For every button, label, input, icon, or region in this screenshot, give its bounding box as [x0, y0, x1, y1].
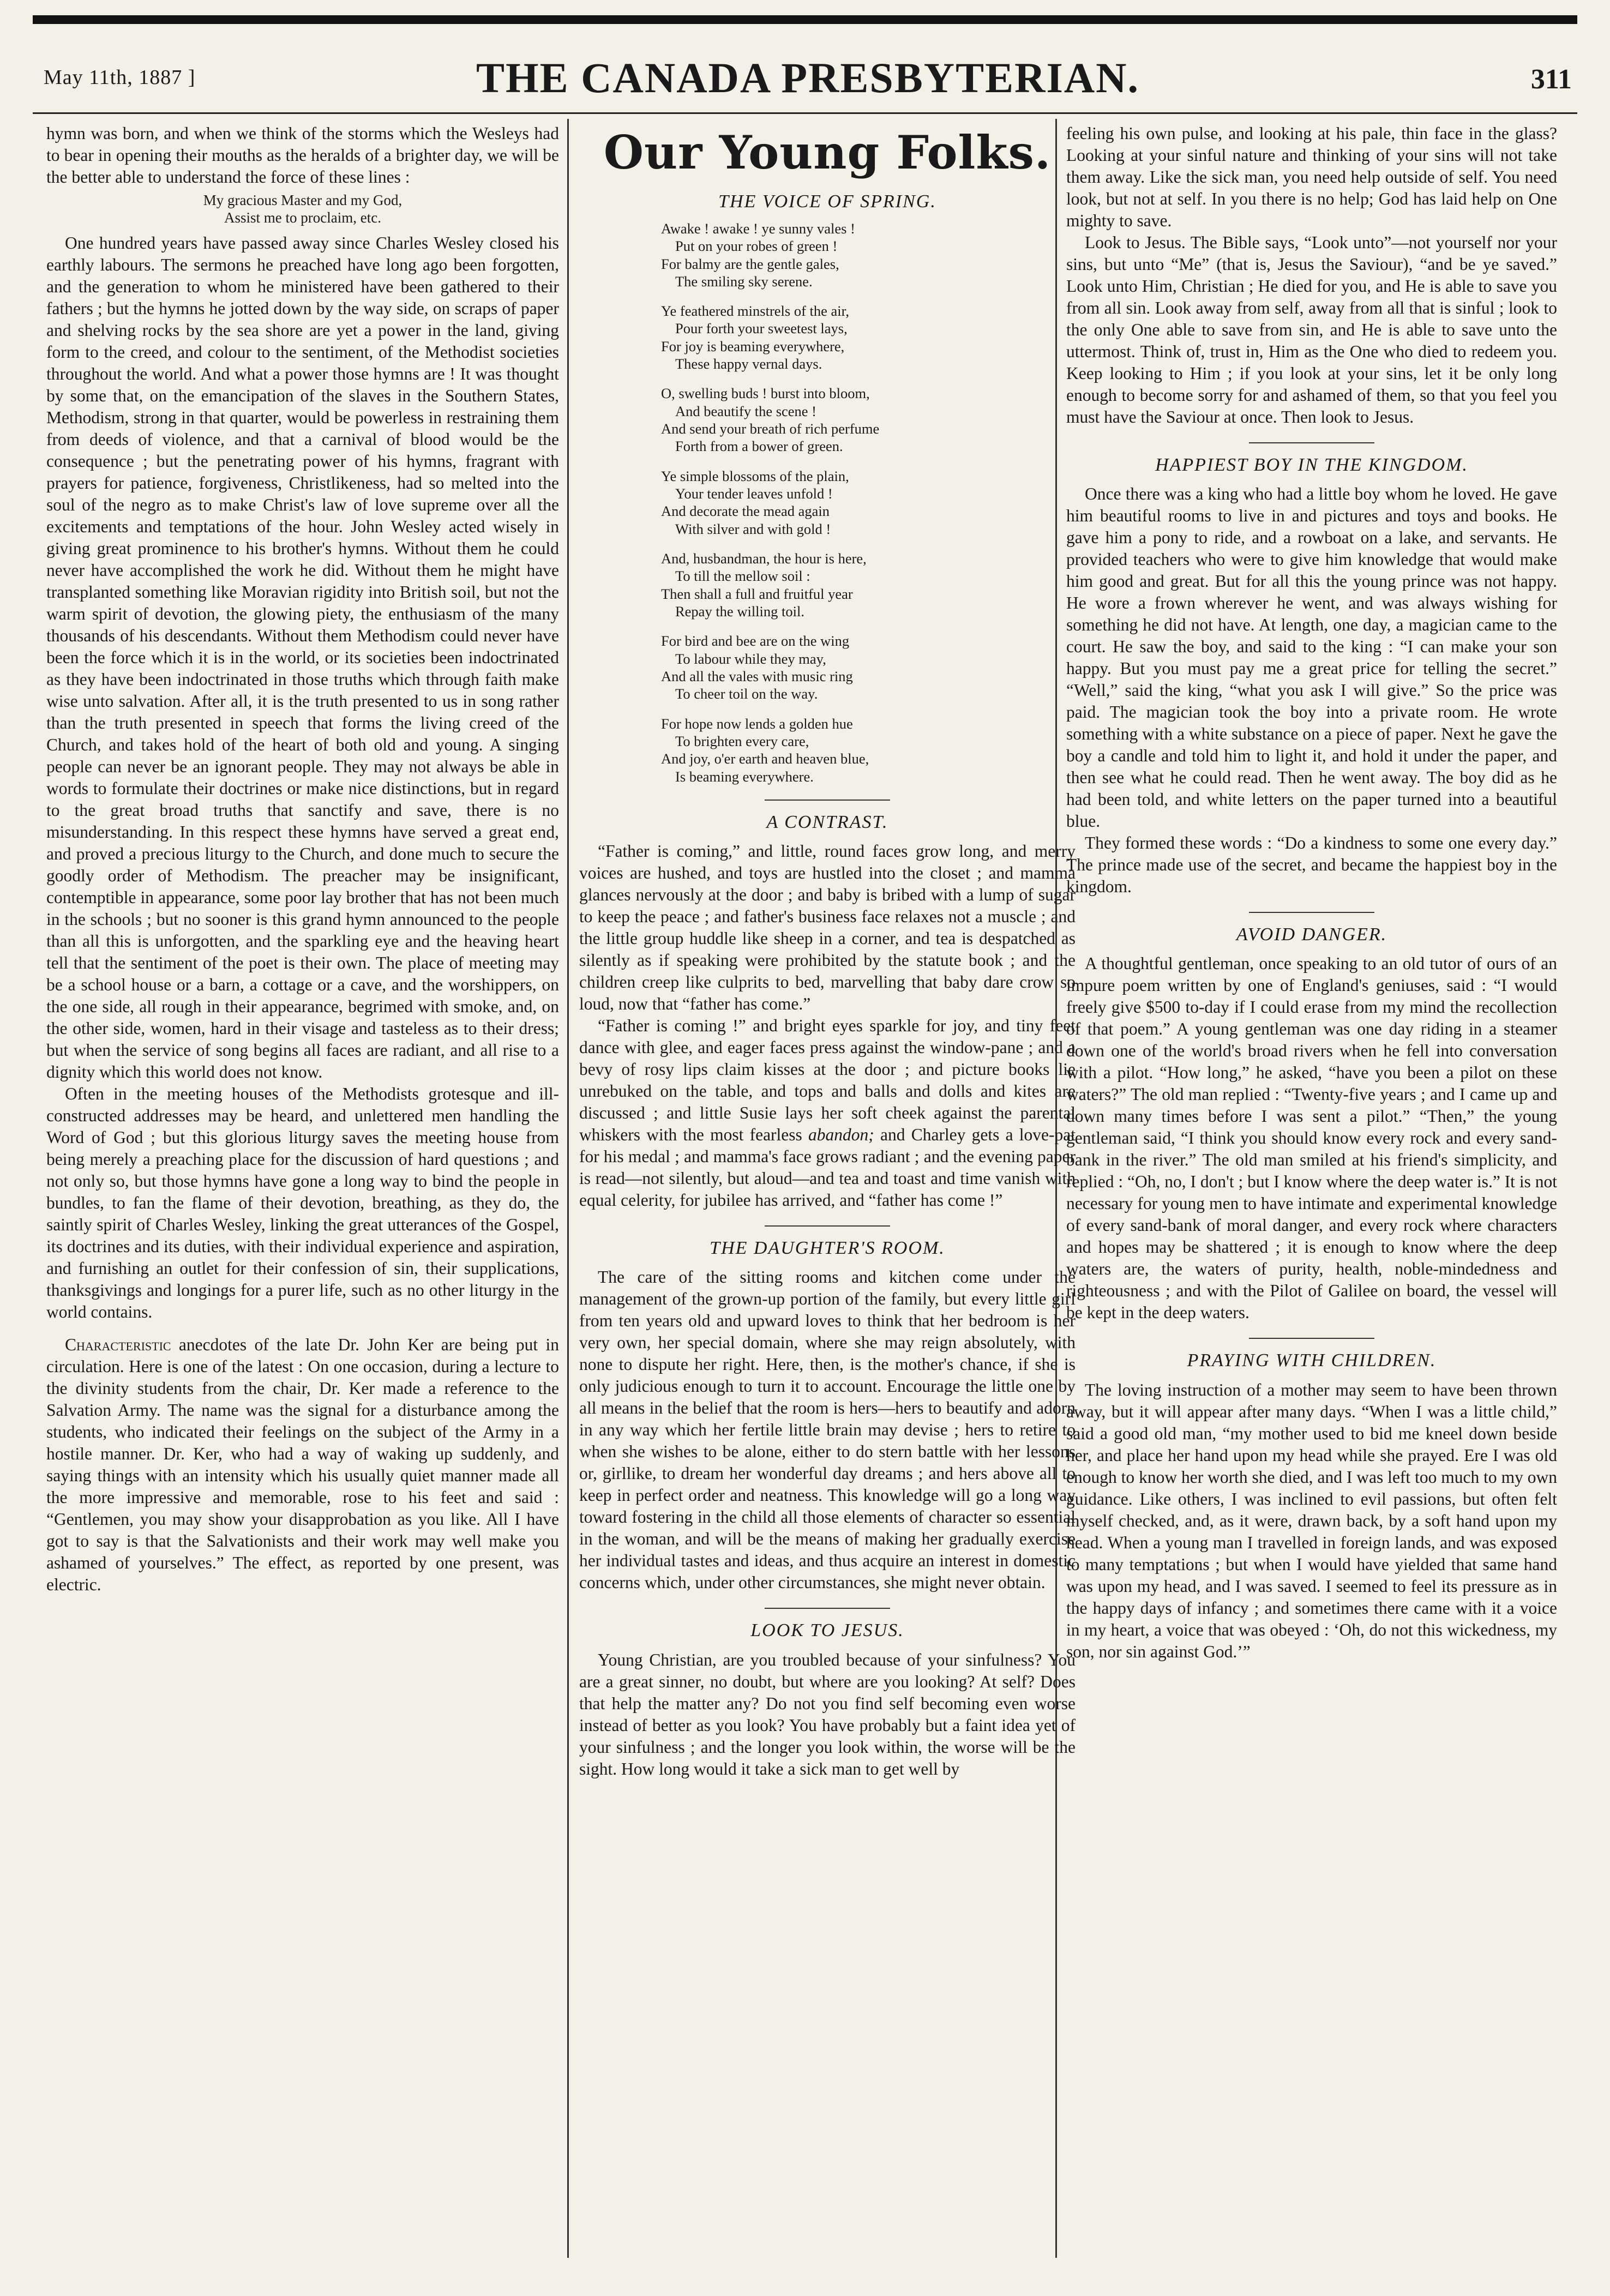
article-title: PRAYING WITH CHILDREN.	[1187, 1350, 1437, 1371]
paragraph: One hundred years have passed away since Charles Wesley closed his earthly labours. The sermons he preached have long ago been forgotten, and the generation to whom he ministered have been gathered to their fathers ; but the hymns he jotted down by the way side, on scraps of paper and shelving rocks by the sea shore are yet a power in the land, giving form to the creed, and colour to the sentiment, of the Methodist societies throughout the world. And what a power those hymns are ! It was thought by some that, on the emancipation of the slaves in the Southern States, Methodism, strong in that quarter, would be powerless in restraining them from deeds of violence, and that a carnival of blood would be the consequence ; but the penetrating power of his hymns, fragrant with prayers for patience, forgiveness, Christlikeness, had so melted into the soul of the negro as to make Christ's law of love supreme over all the excitements and temptations of the hour. John Wesley acted wisely in giving great prominence to his brother's hymns. Without them he could never have accomplished the work he did. Without them he might have transplanted something like Moravian rigidity into British soil, but not the warm spirit of devotion, the glowing piety, the enthusiasm of the many thousands of his descendants. Without them Methodism could never have been the force which it is in the world, or its societies been indoctrinated as they have been indoctrinated in those truths which through faith make wise unto salvation. After all, it is the truth presented to us in song rather than the truth presented in speech that forms the living creed of the Church, and takes hold of the heart of both old and young. A singing people can never be an ignorant people. They may not always be able in words to formulate their doctrines or make nice distinctions, but in regard to the great broad truths that sanctify and save, there is no misunderstanding. In this respect these hymns have served a great end, and proved a precious liturgy to the Church, and done much to secure the goodly order of Methodism. The preacher may be insignificant, contemptible in appearance, some poor lay brother that has not been much in the schools ; but no sooner is this grand hymn announced to the people than all this is unforgotten, and the sparkling eye and the heaving heart tell that the sentiment of the poet is their own. The place of meeting may be a school house or a barn, a cottage or a cave, and the worshippers, on the one side, all rough in their appearance, begrimed with smoke, and, on the other side, women, hard in their visage and tasteless as to their dress; but when the service of song begins all faces are radiant, and all rise to a dignity which this world does not know.	[46, 233, 559, 1081]
column-2	[579, 123, 1076, 2258]
section-rule	[1249, 442, 1374, 443]
poem-line: O, swelling buds ! burst into bloom,	[661, 385, 870, 402]
poem-line: And joy, o'er earth and heaven blue,	[661, 750, 869, 767]
article-title: THE VOICE OF SPRING.	[718, 191, 936, 212]
paragraph-text: anecdotes of the late Dr. John Ker are being put in circulation. Here is one of the latest : On one occasion, during a lecture to the divinity students from the chair, Dr. Ker made a reference to the Salvation Army. The name was the signal for a disturbance among the students, who indicated their feelings on the subject of the Army in a hostile manner. Dr. Ker, who had a way of waking up suddenly, and saying things with an intensity which his usually quiet manner made all the more impressive and memorable, rose to his feet and said : “Gentlemen, you may show your disapprobation as you like. All I have got to say is that the Salvationists and their work may well make you ashamed of yourselves.” The effect, as reported by one present, was electric.	[46, 1335, 559, 1594]
paragraph: “Father is coming,” and little, round faces grow long, and merry voices are hushed, and toys are hustled into the closet ; and mamma glances nervously at the door ; and baby is bribed with a lump of sugar to keep the peace ; and father's business face relaxes not a muscle ; and the little group huddle like sheep in a corner, and tea is despatched as silently as if speaking were prohibited by the statute book ; and the children creep like culprits to bed, marvelling that baby dare crow so loud, now that “father has come.”	[579, 842, 1076, 1014]
poem-stanza	[579, 632, 1076, 702]
section-rule	[765, 800, 890, 801]
column-3	[1066, 123, 1557, 2258]
paragraph-text: “Father is coming !” and bright eyes sparkle for joy, and tiny feet dance with glee, and eager faces press against the window-pane ; and a bevy of rosy lips claim kisses at the door ; and picture books lie unrebuked on the table, and tops and balls and dolls and kites are discussed ; and little Susie lays her soft cheek against the parental whiskers with the most fearless	[579, 1016, 1076, 1145]
poem-line: Is beaming everywhere.	[675, 768, 814, 785]
paragraph: A thoughtful gentleman, once speaking to an old tutor of ours of an impure poem written by one of England's geniuses, said : “I would freely give $500 to-day if I could erase from my mind the recollection of that poem.” A young gentleman was one day riding in a steamer down one of the world's broad rivers when he fell into conversation with a pilot. “How long,” he asked, “have you been a pilot on these waters?” The old man replied : “Twenty-five years ; and I came up and down many times before I was sent a pilot.” “Then,” the young gentleman said, “I think you should know every rock and every sand-bank in the river.” The old man smiled at his friend's simplicity, and replied : “Oh, no, I don't ; but I know where the deep water is.” It is not necessary for young men to have intimate and experimental knowledge of every sand-bank of moral danger, and every rock where characters and hopes may be shattered ; it is enough to know where the deep waters are, the waters of purity, health, noble-mindedness and righteousness ; and with the Pilot of Galilee on board, the vessel will be kept in the deep waters.	[1066, 954, 1557, 1323]
page-number: 311	[1530, 64, 1572, 95]
poem-stanza	[579, 550, 1076, 620]
paragraph: hymn was born, and when we think of the storms which the Wesleys had to bear in opening their mouths as the heralds of a brighter day, we will be the better able to understand the force of these lines :	[46, 124, 559, 187]
poem-line: The smiling sky serene.	[675, 273, 813, 290]
paragraph-lead: Characteristic	[65, 1335, 171, 1354]
poem-line: To till the mellow soil :	[675, 568, 810, 585]
poem-line: For joy is beaming everywhere,	[661, 338, 845, 354]
paragraph-text: and Charley gets a love-pat for his medal ; and mamma's face grows radiant ; and the evening paper is read—not silently, but aloud—and tea and toast and time vanish with equal celerity, for jubilee has arrived, and “father has come !”	[579, 1125, 1076, 1210]
paragraph: They formed these words : “Do a kindness to some one every day.” The prince made use of the secret, and became the happiest boy in the kingdom.	[1066, 833, 1557, 897]
section-rule	[1249, 912, 1374, 913]
paragraph: Look to Jesus. The Bible says, “Look unto”—not yourself nor your sins, but unto “Me” (that is, Jesus the Saviour), “and be ye saved.” Look unto Him, Christian ; He died for you, and He is able to save you from all sin. Look away from self, away from all that is sinful ; look to the only One able to save from sin, and He is able to save unto the uttermost. Think of, trust in, Him as the One who died to redeem you. Keep looking to Him ; if you look at your sins, let it be only long enough to become sorry for and ashamed of them, so that you feel you must have the Saviour at once. Then look to Jesus.	[1066, 233, 1557, 426]
article-title: THE DAUGHTER'S ROOM.	[710, 1238, 945, 1259]
poem-line: And, husbandman, the hour is here,	[661, 550, 867, 567]
poem-line: Your tender leaves unfold !	[675, 485, 833, 502]
poem-line: To labour while they may,	[675, 650, 826, 667]
article-title: LOOK TO JESUS.	[750, 1620, 904, 1641]
poem-line: Awake ! awake ! ye sunny vales !	[661, 220, 855, 237]
section-heading: Our Young Folks.	[603, 125, 1052, 179]
section-rule	[1249, 1338, 1374, 1339]
poem-line: And send your breath of rich perfume	[661, 420, 880, 437]
paragraph: feeling his own pulse, and looking at his pale, thin face in the glass? Looking at your sinful nature and thinking of your sins will not take them away. Like the sick man, you need help outside of self. You need look, but not at self. In you there is no help; God has laid help on One mighty to save.	[1066, 124, 1557, 230]
hymn-quote	[46, 191, 559, 227]
emphasis-text: abandon;	[808, 1125, 874, 1145]
masthead	[44, 43, 1572, 108]
newspaper-title: THE CANADA PRESBYTERIAN.	[476, 54, 1140, 101]
issue-date: May 11th, 1887 ]	[44, 66, 196, 89]
poem-stanza	[579, 467, 1076, 538]
poem-line: For balmy are the gentle gales,	[661, 255, 839, 272]
poem-stanza	[579, 384, 1076, 455]
quote-line: Assist me to proclaim, etc.	[224, 209, 381, 226]
poem-line: To brighten every care,	[675, 733, 809, 750]
article-title: AVOID DANGER.	[1236, 924, 1387, 945]
paragraph: Often in the meeting houses of the Methodists grotesque and ill-constructed addresses may be heard, and unlettered men handling the Word of God ; but this glorious liturgy saves the meeting house from being merely a preaching place for the discussion of hard questions ; and not only so, but those hymns have gone a long way to bind the people in bundles, to fan the flame of their devotion, breathing, as they do, the saintly spirit of Charles Wesley, linking the great utterances of the Gospel, its doctrines and its duties, with their individual experience and aspiration, and furnishing an outlet for their confession of sin, their supplications, thanksgivings and longings for a purer life, such as no other liturgy in the world contains.	[46, 1084, 559, 1321]
top-border-rule	[33, 15, 1577, 24]
quote-line: My gracious Master and my God,	[203, 192, 403, 208]
poem-line: Pour forth your sweetest lays,	[675, 320, 848, 337]
column-divider	[567, 119, 569, 2258]
poem-line: Ye feathered minstrels of the air,	[661, 303, 850, 320]
paragraph	[46, 1334, 559, 1596]
poem-line: With silver and with gold !	[675, 520, 831, 537]
section-rule	[765, 1608, 890, 1609]
poem-line: Repay the willing toil.	[675, 603, 804, 620]
paragraph: Young Christian, are you troubled because of your sinfulness? You are a great sinner, no doubt, but where are you looking? At self? Does that help the matter any? Do not you find self becoming even worse instead of better as you look? You have probably but a faint idea yet of your sinfulness ; and the longer you look within, the worse will be the sight. How long would it take a sick man to get well by	[579, 1650, 1076, 1778]
paragraph: The care of the sitting rooms and kitchen come under the management of the grown-up portion of the family, but every little girl from ten years old and upward loves to think that her bedroom is her very own, her special domain, where she may reign absolutely, with none to dispute her right. Here, then, is the mother's chance, if she is only judicious enough to turn it to account. Encourage the little one by all means in the belief that the room is hers—hers to beautify and adorn in any way which her fertile little brain may devise ; hers to retire to when she wishes to be alone, either to do stern battle with her lessons or, girllike, to dream her wonderful day dreams ; and hers above all to keep in perfect order and neatness. This knowledge will go a long way toward fostering in the child all those elements of character so essential in the woman, and will be the means of making her gradually exercise her individual tastes and ideas, and thus acquire an interest in domestic concerns which, under other circumstances, she might never obtain.	[579, 1267, 1076, 1592]
poem-line: Then shall a full and fruitful year	[661, 585, 853, 602]
section-rule	[765, 1225, 890, 1227]
poem-line: These happy vernal days.	[675, 356, 822, 372]
poem-stanza	[579, 715, 1076, 785]
poem-line: And beautify the scene !	[675, 402, 817, 419]
poem-stanza	[579, 220, 1076, 290]
poem-stanza	[579, 302, 1076, 372]
poem	[579, 220, 1076, 785]
paragraph: The loving instruction of a mother may seem to have been thrown away, but it will appear after many days. “When I was a little child,” said a good old man, “my mother used to bid me kneel down beside her, and place her hand upon my head while she prayed. Ere I was old enough to know her worth she died, and I was left too much to my own guidance. Like others, I was inclined to evil passions, but often felt myself checked, and, as it were, drawn back, by a soft hand upon my head. When a young man I travelled in foreign lands, and was exposed to many temptations ; but when I would have yielded that same hand was upon my head, and I was saved. I seemed to feel its pressure as in the happy days of infancy ; and sometimes there came with it a voice in my heart, a voice that was obeyed : ‘Oh, do not this wickedness, my son, nor sin against God.’”	[1066, 1380, 1557, 1661]
poem-line: Forth from a bower of green.	[675, 438, 843, 455]
masthead-rule	[33, 112, 1577, 114]
poem-line: And all the vales with music ring	[661, 668, 853, 685]
article-title: HAPPIEST BOY IN THE KINGDOM.	[1155, 455, 1468, 475]
paragraph: Once there was a king who had a little boy whom he loved. He gave him beautiful rooms to live in and pictures and toys and books. He gave him a pony to ride, and a rowboat on a lake, and servants. He provided teachers who were to give him knowledge that would make him good and great. But for all this the young prince was not happy. He wore a frown wherever he went, and was always wishing for something he did not have. At length, one day, a magician came to the court. He saw the boy, and said to the king : “I can make your son happy. But you must pay me a great price for telling the secret.” “Well,” said the king, “what you ask I will give.” So the price was paid. The magician took the boy into a private room. He wrote something with a white substance on a piece of paper. Next he gave the boy a candle and told him to light it, and hold it under the paper, and then see what he could read. Then he went away. The boy did as he had been told, and white letters on the paper turned into a beautiful blue.	[1066, 484, 1557, 831]
paragraph	[579, 1015, 1076, 1211]
poem-line: Put on your robes of green !	[675, 238, 838, 255]
article-title: A CONTRAST.	[766, 812, 888, 833]
column-1	[46, 123, 559, 2258]
poem-line: For hope now lends a golden hue	[661, 715, 853, 732]
poem-line: For bird and bee are on the wing	[661, 633, 850, 650]
poem-line: And decorate the mead again	[661, 503, 830, 520]
poem-line: To cheer toil on the way.	[675, 686, 818, 702]
poem-line: Ye simple blossoms of the plain,	[661, 467, 849, 484]
